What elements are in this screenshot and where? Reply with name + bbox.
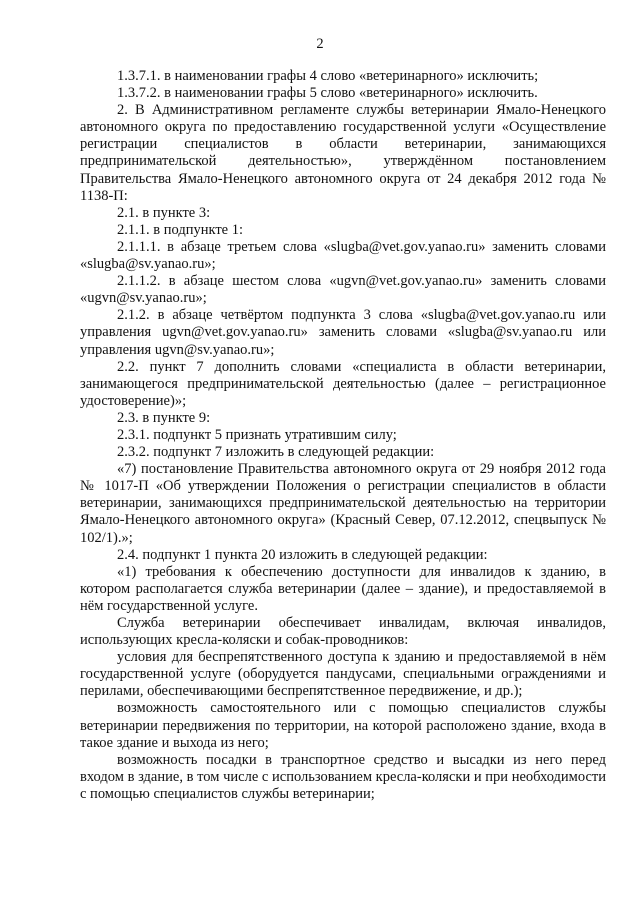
paragraph: возможность посадки в транспортное средство и высадки из него перед входом в здание, в том числе с использованием кресла-коляски и при необходимости с помощью специалистов службы ветеринарии; [80,751,606,802]
paragraph: 2.3. в пункте 9: [117,409,211,426]
paragraph: Служба ветеринарии обеспечивает инвалидам, включая инвалидов, использующих кресла-коляски и собак-проводников: [80,615,606,649]
paragraph: 2.2. пункт 7 дополнить словами «специалиста в области ветеринарии, занимающегося предпринимательской деятельностью (далее – регистрационное удостоверение)»; [80,358,606,409]
paragraph: 2. В Административном регламенте службы ветеринарии Ямало-Ненецкого автономного округа по предоставлению государственной услуги «Осуществление регистрации специалистов в области ветеринарии, занимающихся предпринимательской деятельностью», утверждённом постановлением Правительства Ямало-Ненецкого автономного округа от 24 декабря 2012 года № 1138-П: [80,102,606,204]
paragraph: возможность самостоятельного или с помощью специалистов службы ветеринарии передвижения по территории, на которой расположено здание, входа в такое здание и выхода из него; [80,700,606,751]
paragraph: 2.1.1. в подпункте 1: [117,221,243,238]
paragraph: 2.1.1.2. в абзаце шестом слова «ugvn@vet.gov.yanao.ru» заменить словами «ugvn@sv.yanao.ru»; [80,273,606,307]
paragraph: «7) постановление Правительства автономного округа от 29 ноября 2012 года № 1017-П «Об утверждении Положения о регистрации специалистов в области ветеринарии, занимающихся предпринимательской деятельностью на территории Ямало-Ненецкого автономного округа» (Красный Север, 07.12.2012, спецвыпуск № 102/1).»; [80,461,606,546]
paragraph: 2.3.2. подпункт 7 изложить в следующей редакции: [117,444,435,461]
document-body [80,68,606,803]
paragraph: условия для беспрепятственного доступа к зданию и предоставляемой в нём государственной услуге (оборудуется пандусами, специальными ограждениями и перилами, обеспечивающими беспрепятственное передвижение, и др.); [80,649,606,700]
page-number: 2 [316,36,324,52]
paragraph: 2.1.2. в абзаце четвёртом подпункта 3 слова «slugba@vet.gov.yanao.ru или управления ugvn@vet.gov.yanao.ru» заменить словами «slugba@sv.yanao.ru или управления ugvn@sv.yanao.ru»; [80,307,606,358]
paragraph: «1) требования к обеспечению доступности для инвалидов к зданию, в котором располагается служба ветеринарии (далее – здание), и предоставляемой в нём государственной услуге. [80,563,606,614]
paragraph: 2.1. в пункте 3: [117,204,211,221]
paragraph: 1.3.7.2. в наименовании графы 5 слово «ветеринарного» исключить. [117,85,538,102]
paragraph: 2.4. подпункт 1 пункта 20 изложить в следующей редакции: [117,546,488,563]
paragraph: 2.3.1. подпункт 5 признать утратившим силу; [117,426,397,443]
paragraph: 1.3.7.1. в наименовании графы 4 слово «ветеринарного» исключить; [117,68,539,84]
paragraph: 2.1.1.1. в абзаце третьем слова «slugba@vet.gov.yanao.ru» заменить словами «slugba@sv.yanao.ru»; [80,238,606,273]
